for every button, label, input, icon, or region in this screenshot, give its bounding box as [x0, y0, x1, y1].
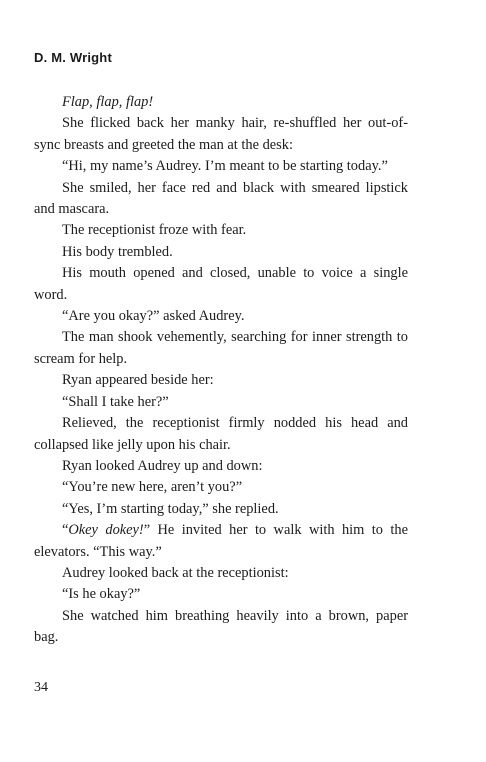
paragraph-text: She smiled, her face red and black with smeared lipstick and mascara.	[34, 179, 408, 218]
paragraph-text: “Are you okay?” asked Audrey.	[62, 308, 245, 325]
paragraph-text: She flicked back her manky hair, re-shuffled her out-of-sync breasts and greeted the man at the desk:	[34, 115, 408, 153]
paragraph	[34, 456, 408, 477]
paragraph-text: She watched him breathing heavily into a brown, paper bag.	[34, 607, 408, 646]
paragraph	[34, 584, 408, 605]
paragraph-text: “Shall I take her?”	[62, 393, 169, 410]
paragraph-text: Ryan looked Audrey up and down:	[62, 457, 263, 474]
paragraph	[34, 392, 408, 413]
page-number: 34	[34, 680, 48, 695]
paragraph	[34, 413, 408, 456]
paragraph	[34, 370, 408, 391]
paragraph	[34, 220, 408, 241]
paragraph	[34, 113, 408, 156]
paragraph-text: “You’re new here, aren’t you?”	[62, 479, 243, 496]
paragraph	[34, 499, 408, 520]
paragraph	[34, 477, 408, 498]
paragraph	[34, 306, 408, 327]
paragraph	[34, 92, 408, 113]
paragraph-text: Ryan appeared beside her:	[62, 372, 214, 389]
italic-text: Okey dokey!	[68, 522, 144, 539]
paragraph	[34, 242, 408, 263]
paragraph	[34, 563, 408, 584]
paragraph	[34, 520, 408, 563]
paragraph-text: His body trembled.	[62, 243, 173, 260]
paragraph	[34, 178, 408, 221]
paragraph	[34, 156, 408, 177]
paragraph-text: “Hi, my name’s Audrey. I’m meant to be starting today.”	[62, 158, 388, 175]
italic-text: Flap, flap, flap!	[62, 94, 154, 110]
paragraph-text: His mouth opened and closed, unable to voice a single word.	[34, 265, 408, 303]
paragraph-text: Relieved, the receptionist firmly nodded his head and collapsed like jelly upon his chair.	[34, 415, 408, 453]
running-head-author: D. M. Wright	[34, 50, 112, 65]
paragraph-text: “Is he okay?”	[62, 586, 141, 603]
body-text	[34, 92, 408, 649]
paragraph	[34, 263, 408, 306]
paragraph-text: The man shook vehemently, searching for inner strength to scream for help.	[34, 329, 408, 367]
paragraph-text: “	[62, 522, 69, 539]
paragraph-text: ” He invited her to walk with him to the elevators. “This way.”	[34, 522, 408, 560]
paragraph	[34, 606, 408, 649]
paragraph-text: “Yes, I’m starting today,” she replied.	[62, 500, 279, 517]
paragraph-text: Audrey looked back at the receptionist:	[62, 564, 289, 581]
paragraph	[34, 327, 408, 370]
paragraph-text: The receptionist froze with fear.	[62, 222, 247, 239]
